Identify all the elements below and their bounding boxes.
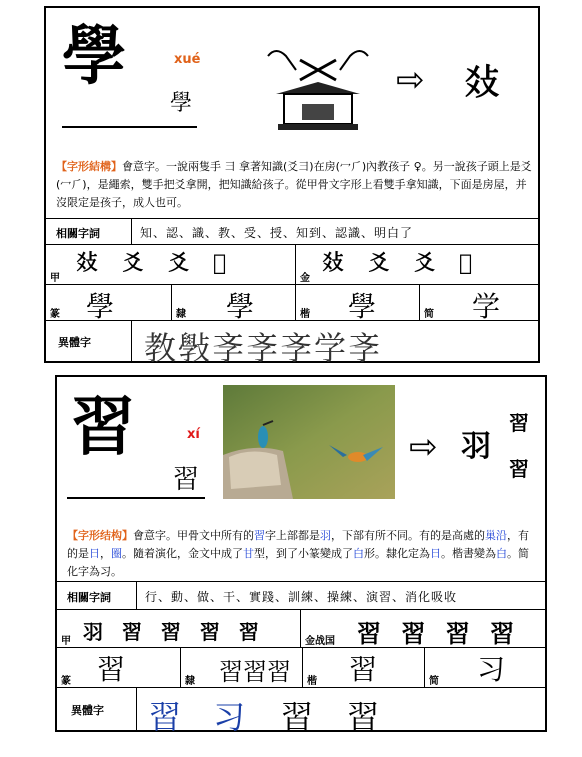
li-glyph: 習習習: [219, 658, 291, 686]
desc-text: 。楷書變為: [441, 547, 496, 560]
variants-row: [46, 320, 538, 367]
jin-label: 金战国: [305, 636, 335, 647]
desc-highlight: 日: [89, 547, 100, 560]
desc-text: ，: [100, 547, 111, 560]
jin-glyphs: 𤕝 爻 爻 𠫑: [322, 250, 481, 276]
structure-text: 會意字。一說兩隻手 ⺕ 拿著知識(爻⺕)在房(冖⺁)內教孩子 ♀。另一說孩子頭上是爻(冖⺁)，是繩索，雙手把爻拿開，把知識給孩子。從甲骨文字形上看雙手拿知識，下面是房屋，并沒限定是孩子，成人也可。: [56, 160, 532, 209]
jian-glyph: 习: [477, 653, 506, 686]
zhuan-label: 篆: [61, 676, 71, 687]
traditional-character: 學: [170, 91, 193, 116]
jia-label: 甲: [50, 273, 60, 284]
desc-highlight: 甘: [243, 547, 254, 560]
temple-illustration: [258, 38, 378, 138]
kai-label: 楷: [300, 309, 310, 320]
li-label: 隸: [185, 676, 195, 687]
zhuan-cell: [57, 648, 181, 688]
jia-jin-row: [46, 244, 538, 285]
desc-text: 。简化字為习。: [67, 547, 529, 578]
evolved-glyph-2: 習: [509, 411, 529, 435]
kai-glyph: 學: [348, 290, 377, 323]
related-label: 相關字詞: [56, 227, 100, 240]
variants-label: 異體字: [71, 704, 104, 717]
jian-glyph: 学: [472, 290, 501, 323]
jia-glyphs: 羽 習 習 習 習: [83, 620, 265, 644]
card-xi: [55, 375, 547, 736]
related-row: [46, 218, 538, 245]
li-cell: [181, 648, 303, 688]
evolved-glyph: 𤕝: [464, 62, 501, 104]
desc-text: 字上部都是: [265, 529, 320, 542]
arrow-right-icon: ⇨: [409, 427, 438, 467]
structure-tag: 【字形結構】: [56, 160, 122, 173]
jian-label: 简: [429, 676, 439, 687]
jian-label: 简: [424, 309, 434, 320]
variant-glyph-2: 习: [213, 698, 246, 736]
structure-tag: 【字形结构】: [67, 529, 133, 542]
related-label: 相關字詞: [67, 591, 111, 604]
zhuan-glyph: 學: [86, 290, 115, 323]
desc-highlight: 日: [430, 547, 441, 560]
desc-highlight: 習: [254, 529, 265, 542]
desc-text: 。隨着演化，金文中成了: [122, 547, 243, 560]
scripts-row: [57, 647, 545, 688]
related-row: [57, 581, 545, 610]
underline: [62, 126, 197, 128]
main-character: 學: [62, 19, 126, 94]
jia-cell: [57, 610, 301, 648]
li-label: 隸: [176, 309, 186, 320]
variant-glyph-3: 習 習: [281, 698, 392, 736]
desc-text: 型，到了小篆變成了: [254, 547, 353, 560]
variants-row: [57, 687, 545, 736]
zhuan-glyph: 習: [97, 653, 126, 686]
underline: [67, 497, 205, 499]
scripts-row: [46, 284, 538, 321]
variant-glyphs: 教斅斈斈斈学斈: [144, 329, 383, 367]
zhuan-cell: [46, 285, 172, 321]
pinyin: xué: [174, 52, 201, 67]
main-character: 習: [71, 390, 135, 465]
pinyin: xí: [187, 427, 200, 442]
desc-highlight: 白: [353, 547, 364, 560]
related-words: 知、認、識、教、受、授、知到、認識、明白了: [140, 226, 414, 240]
jin-label: 金: [300, 273, 310, 284]
desc-text: 會意字。甲骨文中所有的: [133, 529, 254, 542]
desc-highlight: 羽: [320, 529, 331, 542]
desc-text: ，有的是: [67, 529, 529, 560]
traditional-character: 習: [173, 465, 200, 495]
kai-label: 楷: [307, 676, 317, 687]
variants-label-cell: [57, 688, 137, 730]
desc-highlight: 白: [496, 547, 507, 560]
variants-label: 異體字: [58, 336, 91, 349]
structure-description: [67, 527, 537, 581]
evolved-glyph-1: 羽: [461, 429, 491, 464]
zhuan-label: 篆: [50, 309, 60, 320]
arrow-right-icon: ⇨: [396, 60, 425, 100]
card-xue: [44, 6, 540, 367]
structure-description: [56, 158, 532, 212]
jia-glyphs: 𤕝 爻 爻 𠫑: [76, 250, 235, 276]
kai-cell: [303, 648, 425, 688]
desc-highlight: 圈: [111, 547, 122, 560]
jia-jin-row: [57, 609, 545, 648]
jia-cell: [46, 245, 296, 285]
evolved-glyph-3: 習: [509, 457, 529, 481]
jin-glyphs: 習 習 習 習: [357, 619, 521, 648]
variant-glyph-1: 習: [149, 698, 182, 736]
kingfisher-photo: [223, 385, 395, 499]
related-words: 行、動、做、干、實踐、訓練、操練、演習、消化吸收: [145, 590, 458, 604]
li-cell: [172, 285, 296, 321]
jia-label: 甲: [61, 636, 71, 647]
variants-label-cell: [46, 321, 132, 361]
kai-cell: [296, 285, 420, 321]
desc-text: ，下部有所不同。有的是高處的: [331, 529, 485, 542]
kai-glyph: 習: [349, 653, 378, 686]
li-glyph: 學: [226, 290, 255, 323]
related-label-cell: [57, 582, 137, 610]
related-label-cell: [46, 219, 132, 245]
desc-highlight: 巢沿: [485, 529, 507, 542]
desc-text: 形。隸化定為: [364, 547, 430, 560]
